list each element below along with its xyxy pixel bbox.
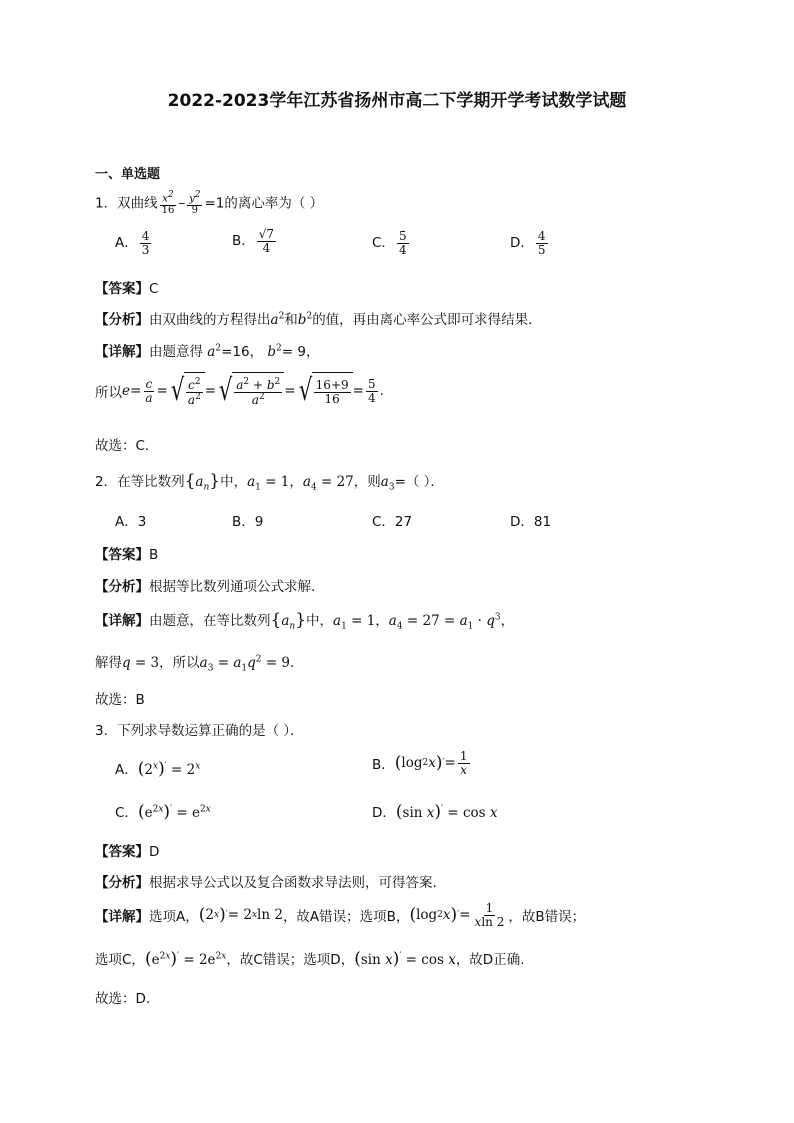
section-heading: 一、单选题	[95, 167, 161, 182]
q1-stem-text-a: 双曲线	[117, 195, 158, 212]
q2-solution: 解得q = 3，所以$a_3 = a_1q^2 = 9$.	[95, 654, 295, 674]
q2-option-c: C．27	[372, 514, 413, 530]
q1-number: 1．	[95, 195, 118, 212]
q2-answer: 【答案】B	[95, 547, 159, 563]
q3-option-a: A．$(2^x)' = 2^x$	[115, 759, 201, 779]
q2-detail: 【详解】由题意，在等比数列$\{a_n\}$中，$a_1 = 1$，$a_4 = 27 = a_1 \cdot q^3$，	[95, 610, 515, 632]
q3-answer: 【答案】D	[95, 844, 160, 860]
q1-answer: 【答案】C	[95, 281, 159, 297]
q3-option-c: C．$(e^{2x})' = e^{2x}$	[115, 802, 211, 822]
q1-stem: 1．双曲线 $\frac{x^2}{16}$ – $\frac{y^2}{9}$ =1的离心率为（ ）	[95, 190, 324, 216]
q3-option-b: B． ( log 2 x ) ′ = $\frac{1}{x}$	[372, 749, 468, 777]
q2-option-d: D．81	[510, 514, 552, 530]
q3-stem: 3．下列求导数运算正确的是（ ）．	[95, 723, 304, 739]
q1-stem-text-b: =1的离心率为（ ）	[204, 195, 324, 212]
q1-option-a: A． $\frac{4}{3}$	[115, 229, 150, 257]
q1-eccentricity-formula: 所以 e = $\frac{c}{a}$ = √ $\frac{c^2}{a^2}$ = √ $\frac{a^2 + b^2}{a^2}$ = √ $\frac{16+9}{16}$ = $\frac{5}{4}$ .	[95, 373, 384, 408]
q3-detail-line2: 选项C，$(e^{2x})' = 2e^{2x}$，故C错误；选项D，(sin x)′ = cos x，故D正确.	[95, 949, 525, 969]
q2-option-a: A．3	[115, 514, 147, 530]
q3-conclusion: 故选：D.	[95, 991, 151, 1007]
q2-analysis: 【分析】根据等比数列通项公式求解.	[95, 579, 316, 595]
q1-analysis: 【分析】由双曲线的方程得出$a^2$和$b^2$的值，再由离心率公式即可求得结果．	[95, 311, 542, 328]
q2-stem: 2．在等比数列$\{a_n\}$中，$a_1 = 1$，$a_4 = 27$，则$a_3=$（ ）．	[95, 471, 444, 493]
q1-detail: 【详解】由题意得 $a^2=16$， $b^2= 9$，	[95, 343, 320, 360]
q1-option-b: B． $\frac{√7}{4}$	[232, 227, 275, 255]
q3-detail: 【详解】 选项A， ( 2 x ) ′ = 2 x ln 2 ，故A错误；选项B， ( log 2 x ) ′ = $\frac{1}{xln 2}$ ，故B错误；	[95, 901, 586, 929]
q3-analysis: 【分析】根据求导公式以及复合函数求导法则，可得答案.	[95, 875, 437, 891]
q2-conclusion: 故选：B	[95, 692, 145, 708]
q3-option-d: D．(sin x)′ = cos x	[372, 802, 498, 822]
page-title: 2022-2023学年江苏省扬州市高二下学期开学考试数学试题	[167, 91, 627, 111]
q1-conclusion: 故选：C．	[95, 438, 159, 454]
q1-fraction-y: $\frac{y^2}{9}$	[189, 190, 201, 216]
q1-fraction-x: $\frac{x^2}{16}$	[161, 190, 175, 216]
q1-option-c: C． $\frac{5}{4}$	[372, 229, 407, 257]
q2-option-b: B．9	[232, 514, 264, 530]
q1-option-d: D． $\frac{4}{5}$	[510, 229, 546, 257]
